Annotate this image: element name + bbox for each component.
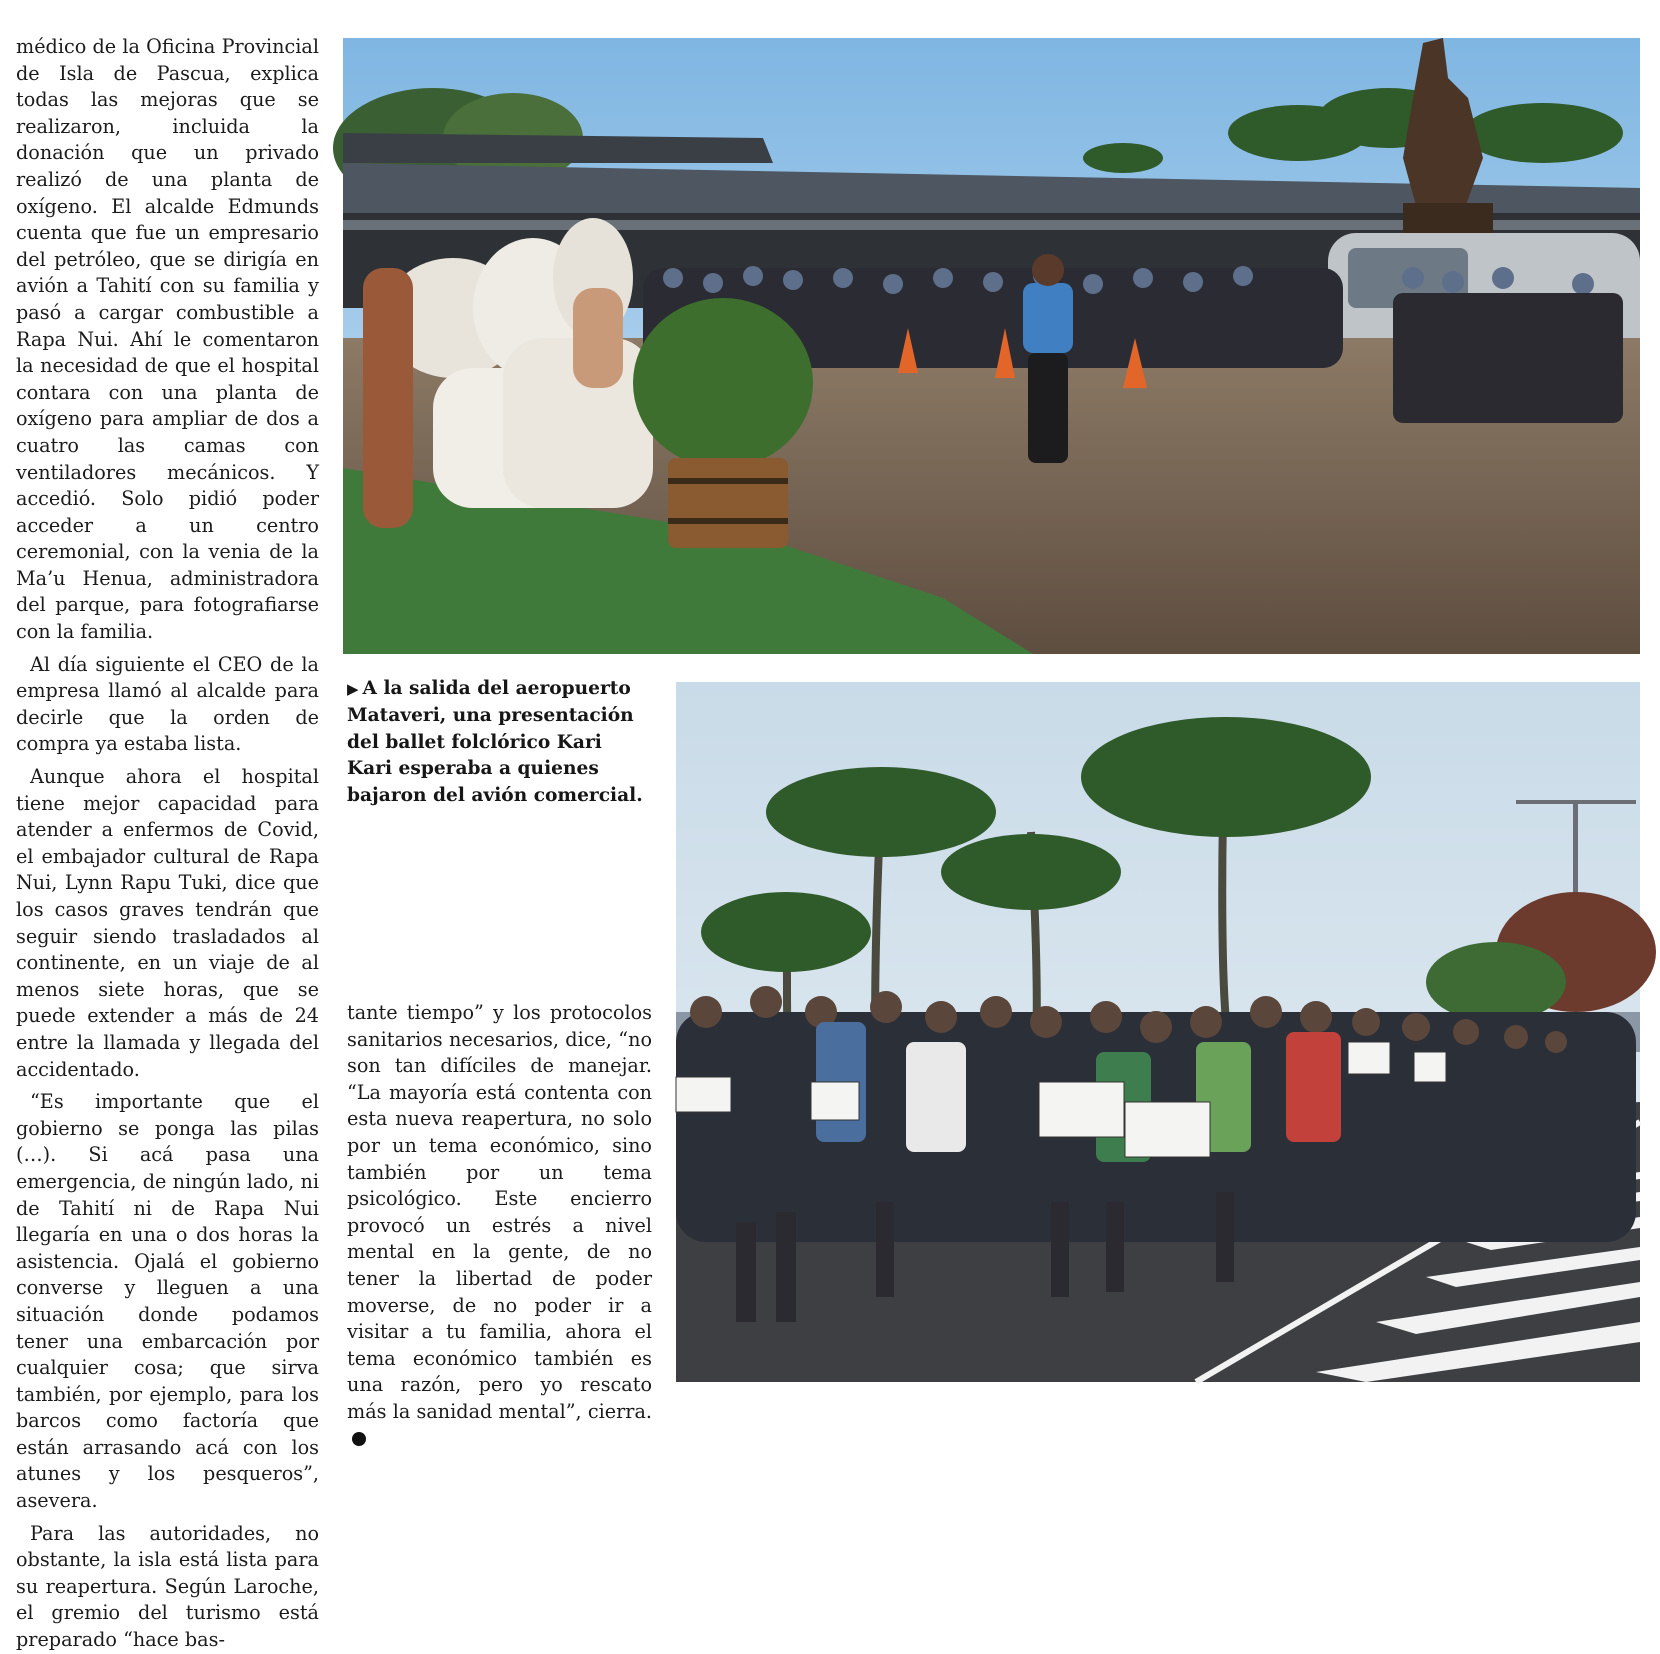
article-paragraph: Al día siguiente el CEO de la empresa llamó al alcalde para decirle que la orden de compra ya estaba lista.	[16, 652, 319, 756]
article-closing-text: tante tiempo” y los protocolos sanitarios necesarios, dice, “no son tan difíciles de manejar. “La mayoría está contenta con esta nueva reapertura, no solo por un tema económico, sino también por un tema psicológico. Este encierro provocó un estrés a nivel mental en la gente, de no tener la libertad de poder moverse, de no poder ir a visitar a tu familia, ahora el tema económico también es una razón, pero yo rescato más la sanidad mental”, cierra.	[347, 1001, 652, 1423]
article-paragraph: médico de la Oficina Provincial de Isla de Pascua, explica todas las mejoras que se realizaron, incluida la donación que un privado realizó de una planta de oxígeno. El alcalde Edmunds cuenta que fue un empresario del petróleo, que se dirigía en avión a Tahití con su familia y pasó a cargar combustible a Rapa Nui. Ahí le comentaron la necesidad de que el hospital contara con una planta de oxígeno para ampliar de dos a cuatro las camas con ventiladores mecánicos. Y accedió. Solo pidió poder acceder a un centro ceremonial, con la venia de la Ma’u Henua, administradora del parque, para fotografiarse con la familia.	[16, 35, 319, 644]
photo-crowd-illustration	[676, 682, 1640, 1382]
photo-dancers-illustration	[343, 38, 1640, 654]
photo-welcome-crowd	[676, 682, 1640, 1382]
caption-text: A la salida del aeropuerto Mataveri, una presentación del ballet folclórico Kari Kari esperaba a quienes bajaron del avión comercial.	[347, 678, 643, 807]
photo-dancers-airport	[343, 38, 1640, 654]
article-column-left	[16, 34, 319, 1654]
end-of-article-icon	[352, 1432, 366, 1446]
article-paragraph-ending	[347, 1000, 652, 1452]
photo-caption	[347, 676, 647, 810]
article-paragraph: Aunque ahora el hospital tiene mejor capacidad para atender a enfermos de Covid, el embajador cultural de Rapa Nui, Lynn Rapu Tuki, dice que los casos graves tendrán que seguir siendo trasladados al continente, en un viaje de al menos siete horas, que se puede extender a más de 24 entre la llamada y llegada del accidentado.	[16, 765, 319, 1081]
article-column-middle	[347, 1000, 652, 1452]
article-paragraph: “Es importante que el gobierno se ponga las pilas (…). Si acá pasa una emergencia, de ningún lado, ni de Tahití ni de Rapa Nui llegaría en una o dos horas la asistencia. Ojalá el gobierno converse y lleguen a una situación donde podamos tener una embarcación por cualquier cosa; que sirva también, por ejemplo, para los barcos como factoría que están arrasando acá con los atunes y los pesqueros”, asevera.	[16, 1090, 319, 1513]
caption-marker: ▶	[347, 680, 359, 698]
article-paragraph: Para las autoridades, no obstante, la isla está lista para su reapertura. Según Laroche, el gremio del turismo está preparado “hace bas-	[16, 1521, 319, 1652]
